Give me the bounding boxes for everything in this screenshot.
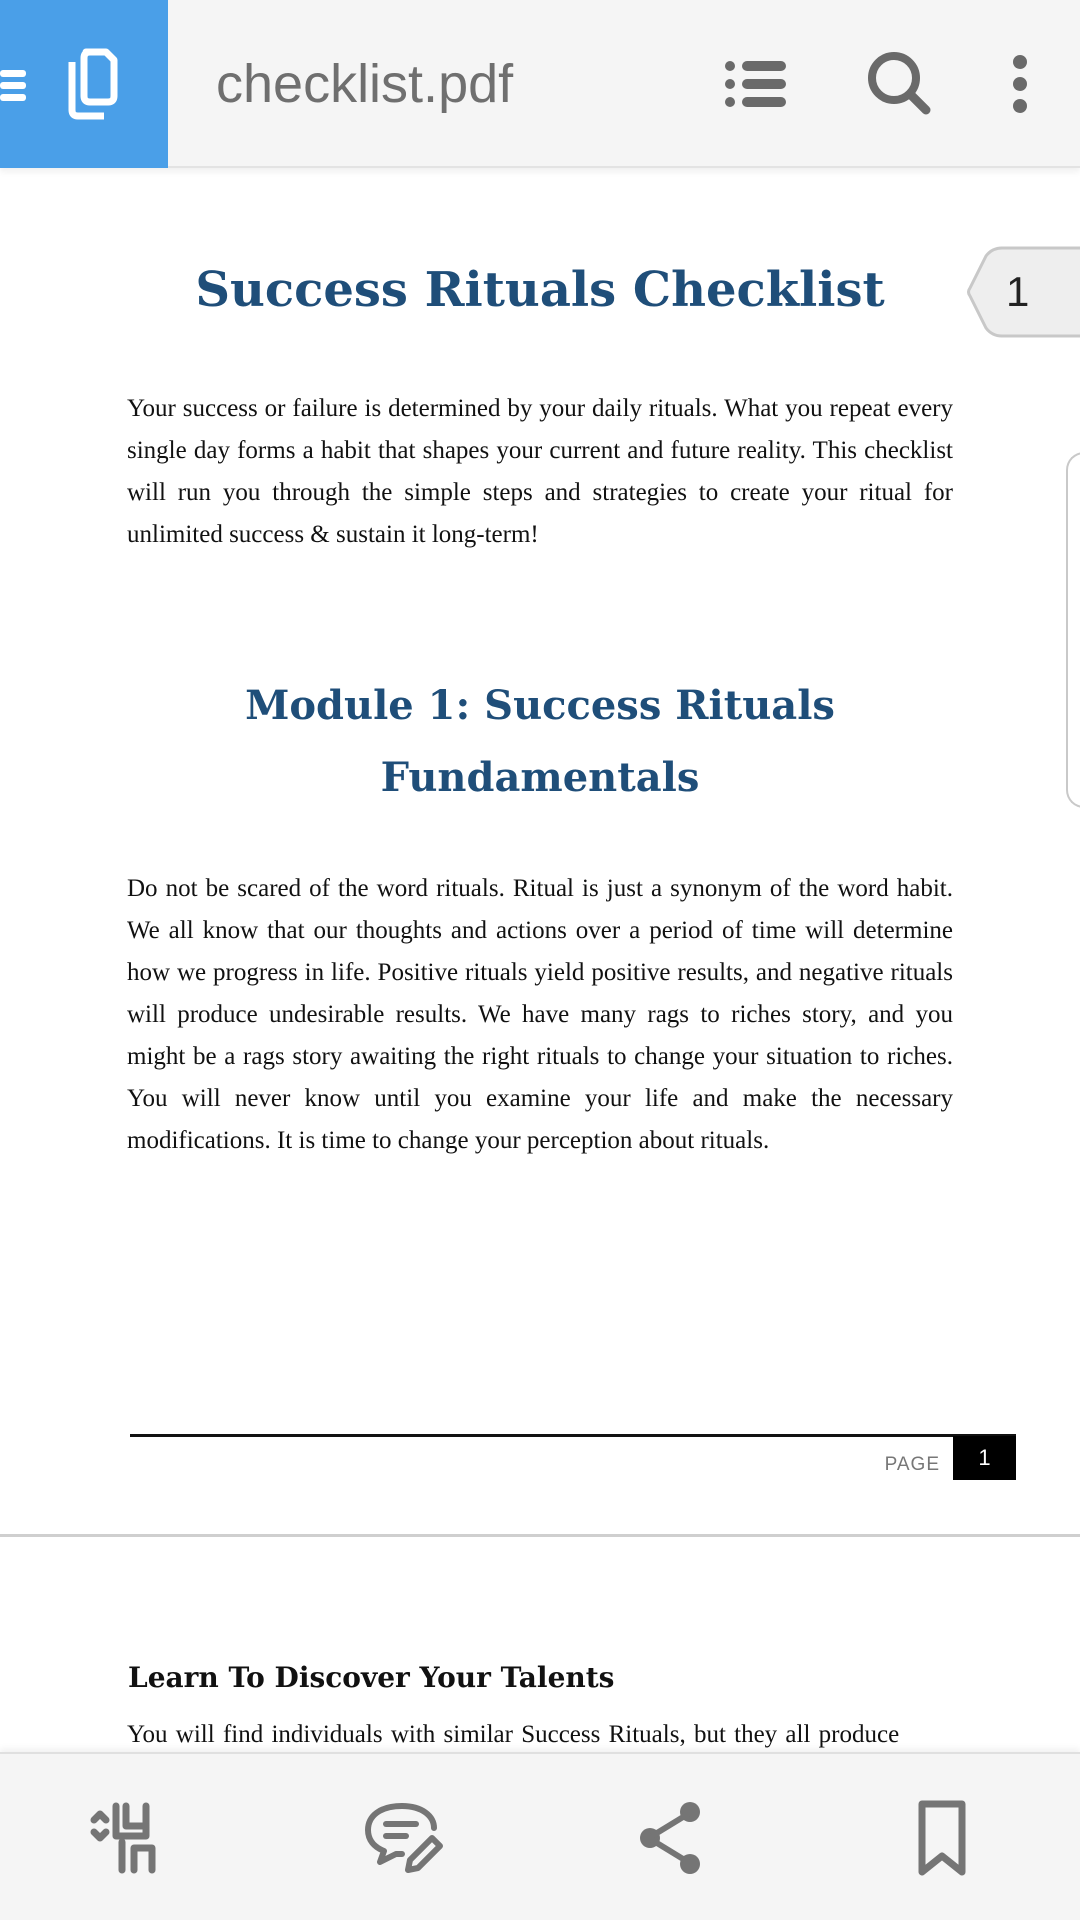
module-heading-line-1: Module 1: Success Rituals bbox=[245, 682, 835, 729]
search-button[interactable] bbox=[860, 44, 940, 124]
next-section-paragraph: You will find individuals with similar Success Rituals, but they all produce bbox=[127, 1721, 900, 1748]
outline-list-icon bbox=[716, 44, 796, 124]
search-icon bbox=[860, 44, 940, 124]
page-separator bbox=[0, 1534, 1080, 1537]
documents-button[interactable] bbox=[0, 0, 168, 168]
module-heading-line-2: Fundamentals bbox=[380, 754, 700, 801]
reading-mode-button[interactable] bbox=[88, 1796, 172, 1880]
bookmark-button[interactable] bbox=[900, 1796, 984, 1880]
comment-edit-icon bbox=[362, 1796, 446, 1880]
current-page-indicator bbox=[966, 246, 1080, 338]
more-vertical-icon bbox=[980, 44, 1060, 124]
fast-scroll-handle[interactable] bbox=[1066, 452, 1080, 808]
module-body-paragraph: Do not be scared of the word rituals. Ritual is just a synonym of the word habit. We all know that our thoughts and actions over a period of time will determine how we progress in life. Positive rituals yield positive results, and negative rituals will produce undesirable results. We have many rags to riches story, and you might be a rags story awaiting the right rituals to change your situation to riches. You will never know until you examine your life and make the necessary modifications. It is time to change your perception about rituals. bbox=[127, 875, 953, 1154]
bookmark-icon bbox=[900, 1796, 984, 1880]
checklist-title: Success Rituals Checklist bbox=[195, 262, 885, 318]
share-icon bbox=[630, 1796, 714, 1880]
page-footer-label: PAGE bbox=[884, 1454, 940, 1475]
document-title: checklist.pdf bbox=[216, 54, 514, 114]
more-options-button[interactable] bbox=[980, 44, 1060, 124]
share-button[interactable] bbox=[630, 1796, 714, 1880]
page-footer-number: 1 bbox=[953, 1436, 1016, 1480]
current-page-number: 1 bbox=[1006, 268, 1030, 315]
bottom-toolbar bbox=[0, 1752, 1080, 1920]
intro-paragraph: Your success or failure is determined by your daily rituals. What you repeat every single day forms a habit that shapes your current and future reality. This checklist will run you through the simple steps and strategies to create your ritual for unlimited success & sustain it long-term! bbox=[127, 395, 953, 548]
next-section-heading: Learn To Discover Your Talents bbox=[128, 1661, 615, 1694]
module-heading bbox=[128, 670, 952, 814]
comment-button[interactable] bbox=[362, 1796, 446, 1880]
hamburger-menu-icon bbox=[0, 70, 26, 101]
page-footer-rule bbox=[130, 1434, 1016, 1437]
pdf-viewport[interactable] bbox=[0, 170, 1080, 1752]
documents-icon bbox=[72, 52, 114, 116]
app-bar bbox=[0, 0, 1080, 168]
outline-button[interactable] bbox=[716, 44, 796, 124]
reading-mode-icon bbox=[88, 1796, 172, 1880]
